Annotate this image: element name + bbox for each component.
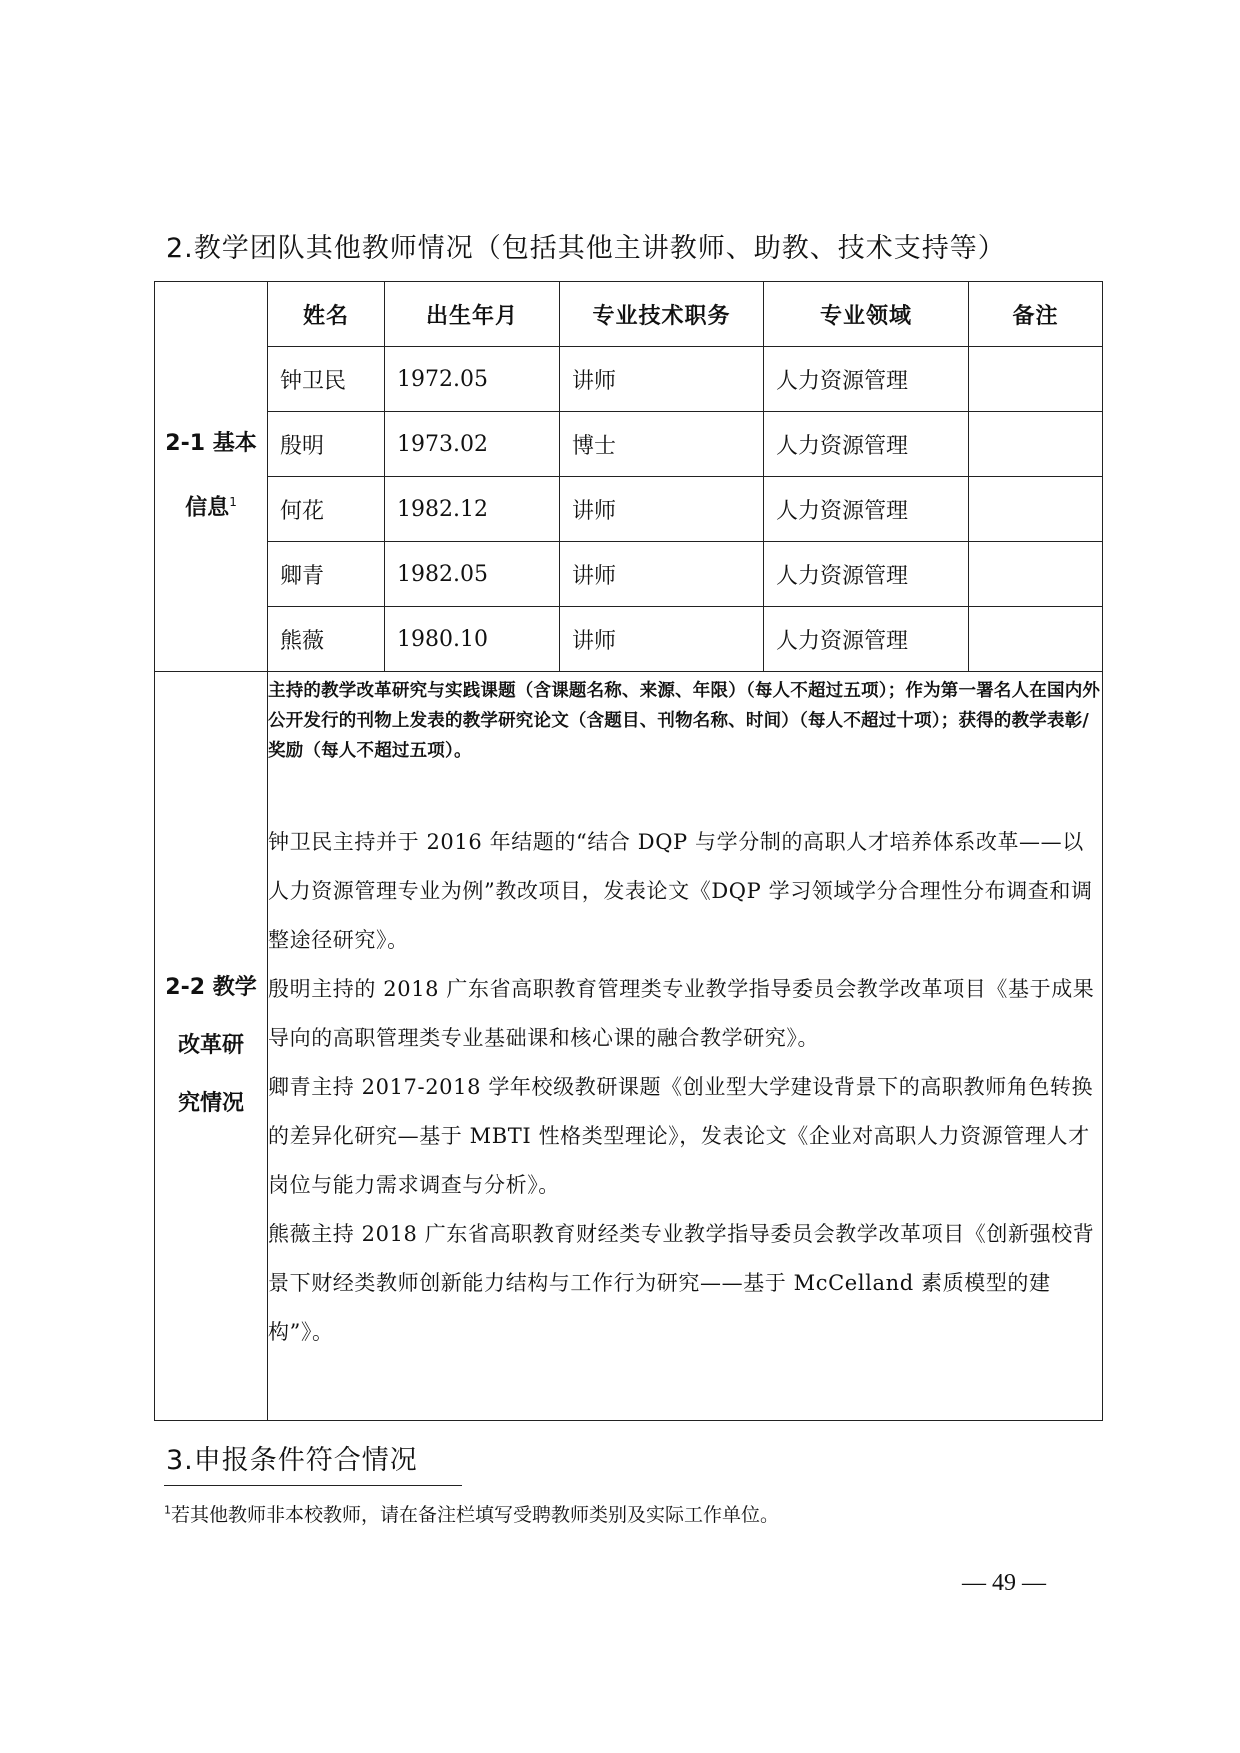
row-label-research [155, 672, 268, 1421]
cell-birth: 1972.05 [385, 347, 560, 412]
table-row [155, 412, 1103, 477]
section-3-title: 3.申报条件符合情况 [166, 1445, 418, 1476]
cell-note [969, 542, 1103, 607]
cell-field: 人力资源管理 [764, 347, 969, 412]
research-row [155, 672, 1103, 1421]
table-row [155, 542, 1103, 607]
header-title: 专业技术职务 [560, 282, 764, 347]
cell-birth: 1980.10 [385, 607, 560, 672]
header-name: 姓名 [268, 282, 385, 347]
table-row [155, 347, 1103, 412]
table-header-row [155, 282, 1103, 347]
cell-title: 讲师 [560, 347, 764, 412]
header-note: 备注 [969, 282, 1103, 347]
cell-field: 人力资源管理 [764, 477, 969, 542]
research-paragraph: 熊薇主持 2018 广东省高职教育财经类专业教学指导委员会教学改革项目《创新强校背景下财经类教师创新能力结构与工作行为研究——基于 McCelland 素质模型的建构”》。 [268, 1222, 1095, 1344]
cell-name: 何花 [268, 477, 385, 542]
table-row [155, 477, 1103, 542]
row-label-research-line1: 2-2 教学 [165, 975, 257, 1000]
cell-note [969, 347, 1103, 412]
cell-title: 讲师 [560, 477, 764, 542]
cell-name: 卿青 [268, 542, 385, 607]
cell-field: 人力资源管理 [764, 412, 969, 477]
cell-title: 讲师 [560, 607, 764, 672]
research-paragraph: 钟卫民主持并于 2016 年结题的“结合 DQP 与学分制的高职人才培养体系改革——以人力资源管理专业为例”教改项目，发表论文《DQP 学习领域学分合理性分布调查和调整途径研究》。 [268, 830, 1093, 952]
header-field: 专业领域 [764, 282, 969, 347]
cell-birth: 1982.12 [385, 477, 560, 542]
research-content [268, 672, 1103, 1421]
cell-field: 人力资源管理 [764, 542, 969, 607]
footnote-marker: 1 [164, 1503, 171, 1517]
cell-title: 讲师 [560, 542, 764, 607]
research-requirement: 主持的教学改革研究与实践课题（含课题名称、来源、年限）（每人不超过五项）；作为第一署名人在国内外公开发行的刊物上发表的教学研究论文（含题目、刊物名称、时间）（每人不超过十项）；获得的教学表彰/奖励（每人不超过五项）。 [268, 681, 1101, 761]
cell-note [969, 477, 1103, 542]
row-label-basic-line1: 2-1 基本 [165, 431, 257, 457]
table-row [155, 607, 1103, 672]
row-label-basic-info [155, 282, 268, 672]
research-paragraph: 卿青主持 2017-2018 学年校级教研课题《创业型大学建设背景下的高职教师角色转换的差异化研究—基于 MBTI 性格类型理论》，发表论文《企业对高职人力资源管理人才岗位与能力需求调查与分析》。 [268, 1075, 1094, 1197]
cell-title: 博士 [560, 412, 764, 477]
cell-name: 熊薇 [268, 607, 385, 672]
cell-name: 殷明 [268, 412, 385, 477]
row-label-research-line3: 究情况 [177, 1091, 244, 1116]
footnote-text: 若其他教师非本校教师，请在备注栏填写受聘教师类别及实际工作单位。 [171, 1504, 780, 1526]
footnote-ref: 1 [229, 495, 237, 510]
cell-birth: 1982.05 [385, 542, 560, 607]
cell-birth: 1973.02 [385, 412, 560, 477]
header-birth: 出生年月 [385, 282, 560, 347]
research-paragraph: 殷明主持的 2018 广东省高职教育管理类专业教学指导委员会教学改革项目《基于成果导向的高职管理类专业基础课和核心课的融合教学研究》。 [268, 977, 1095, 1050]
teacher-info-table [154, 281, 1103, 1421]
row-label-research-line2: 改革研 [177, 1033, 244, 1058]
row-label-basic-line2: 信息 [185, 495, 230, 521]
cell-name: 钟卫民 [268, 347, 385, 412]
cell-note [969, 412, 1103, 477]
footnote-divider [164, 1485, 462, 1486]
section-2-title: 2.教学团队其他教师情况（包括其他主讲教师、助教、技术支持等） [166, 233, 1006, 264]
footnote [164, 1500, 779, 1527]
page-number: — 49 — [962, 1570, 1046, 1596]
cell-note [969, 607, 1103, 672]
cell-field: 人力资源管理 [764, 607, 969, 672]
